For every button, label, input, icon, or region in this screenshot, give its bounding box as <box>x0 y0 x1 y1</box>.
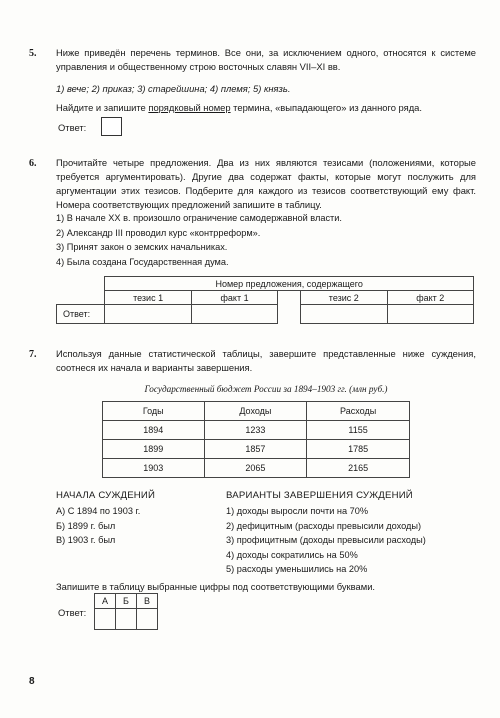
endings-heading: ВАРИАНТЫ ЗАВЕРШЕНИЯ СУЖДЕНИЙ <box>226 490 413 501</box>
answer-cell-fact-2[interactable] <box>387 305 473 324</box>
header-expenses: Расходы <box>307 402 410 421</box>
answer-cell-fact-1[interactable] <box>191 305 277 324</box>
col-fact-1: факт 1 <box>191 291 277 305</box>
table-row: 1903 2065 2165 <box>103 459 410 478</box>
statement-3: 3) Принят закон о земских начальниках. <box>56 242 228 252</box>
question-6-number: 6. <box>29 158 37 169</box>
statement-2: 2) Александр III проводил курс «контрреформ». <box>56 227 261 238</box>
start-a: А) С 1894 по 1903 г. <box>56 506 141 516</box>
ending-4: 4) доходы сократились на 50% <box>226 549 358 560</box>
starts-heading: НАЧАЛА СУЖДЕНИЙ <box>56 490 156 501</box>
header-income: Доходы <box>204 402 307 421</box>
table-caption: Государственный бюджет России за 1894–1903 гг. (млн руб.) <box>144 384 388 394</box>
answer-cell-b[interactable] <box>116 609 137 630</box>
ending-3: 3) профицитным (доходы превысили расходы) <box>226 535 426 545</box>
question-6-statements <box>56 211 476 269</box>
question-5-number: 5. <box>29 48 37 59</box>
question-5-terms: 1) вече; 2) приказ; 3) старейшина; 4) племя; 5) князь. <box>56 83 291 94</box>
answer-cell-thesis-1[interactable] <box>105 305 191 324</box>
question-6-text: Прочитайте четыре предложения. Два из них являются тезисами (положениями, которые требуется аргументировать). Другие два содержат факты, которые могут послужить для аргументации этих тезисов. Подберите для каждого из тезисов соответствующий ему факт. Номера соответствующих предложений запишите в таблицу. <box>56 157 476 210</box>
question-7-answer-label: Ответ: <box>58 607 87 618</box>
answer-cell-a[interactable] <box>95 609 116 630</box>
statement-4: 4) Была создана Государственная дума. <box>56 256 229 267</box>
start-c: В) 1903 г. был <box>56 535 116 545</box>
starts-list <box>56 504 140 548</box>
answer-cell-c[interactable] <box>137 609 158 630</box>
letter-c: В <box>137 594 158 609</box>
question-7-answer-table <box>94 593 158 630</box>
answer-label: Ответ: <box>57 305 105 324</box>
question-5-answer-box[interactable] <box>101 117 122 136</box>
table-row: 1894 1233 1155 <box>103 421 410 440</box>
start-b: Б) 1899 г. был <box>56 520 116 531</box>
answer-table-header: Номер предложения, содержащего <box>105 277 474 291</box>
table-row: 1899 1857 1785 <box>103 440 410 459</box>
write-instruction: Запишите в таблицу выбранные цифры под соответствующими буквами. <box>56 581 376 592</box>
letter-a: А <box>95 594 116 609</box>
question-5-text: Ниже приведён перечень терминов. Все они, за исключением одного, относятся к системе управления и общественному строю восточных славян VII–XI вв. <box>56 47 476 72</box>
question-5-instruction: Найдите и запишите порядковый номер термина, «выпадающего» из данного ряда. <box>56 102 422 113</box>
question-7-text: Используя данные статистической таблицы, завершите представленные ниже суждения, соотнеся их начала и варианты завершения. <box>56 348 476 373</box>
question-5-answer-label: Ответ: <box>58 122 87 133</box>
question-6-answer-table <box>56 276 474 324</box>
page-number: 8 <box>29 676 35 687</box>
header-years: Годы <box>103 402 205 421</box>
letter-b: Б <box>116 594 137 609</box>
answer-cell-thesis-2[interactable] <box>301 305 387 324</box>
question-7-number: 7. <box>29 349 37 360</box>
budget-table <box>102 401 410 478</box>
col-thesis-1: тезис 1 <box>105 291 191 305</box>
statement-1: 1) В начале XX в. произошло ограничение самодержавной власти. <box>56 213 342 223</box>
ending-2: 2) дефицитным (расходы превысили доходы) <box>226 520 422 531</box>
endings-list <box>226 504 426 577</box>
ending-1: 1) доходы выросли почти на 70% <box>226 506 369 516</box>
ending-5: 5) расходы уменьшились на 20% <box>226 564 368 574</box>
col-thesis-2: тезис 2 <box>301 291 387 305</box>
col-fact-2: факт 2 <box>387 291 473 305</box>
